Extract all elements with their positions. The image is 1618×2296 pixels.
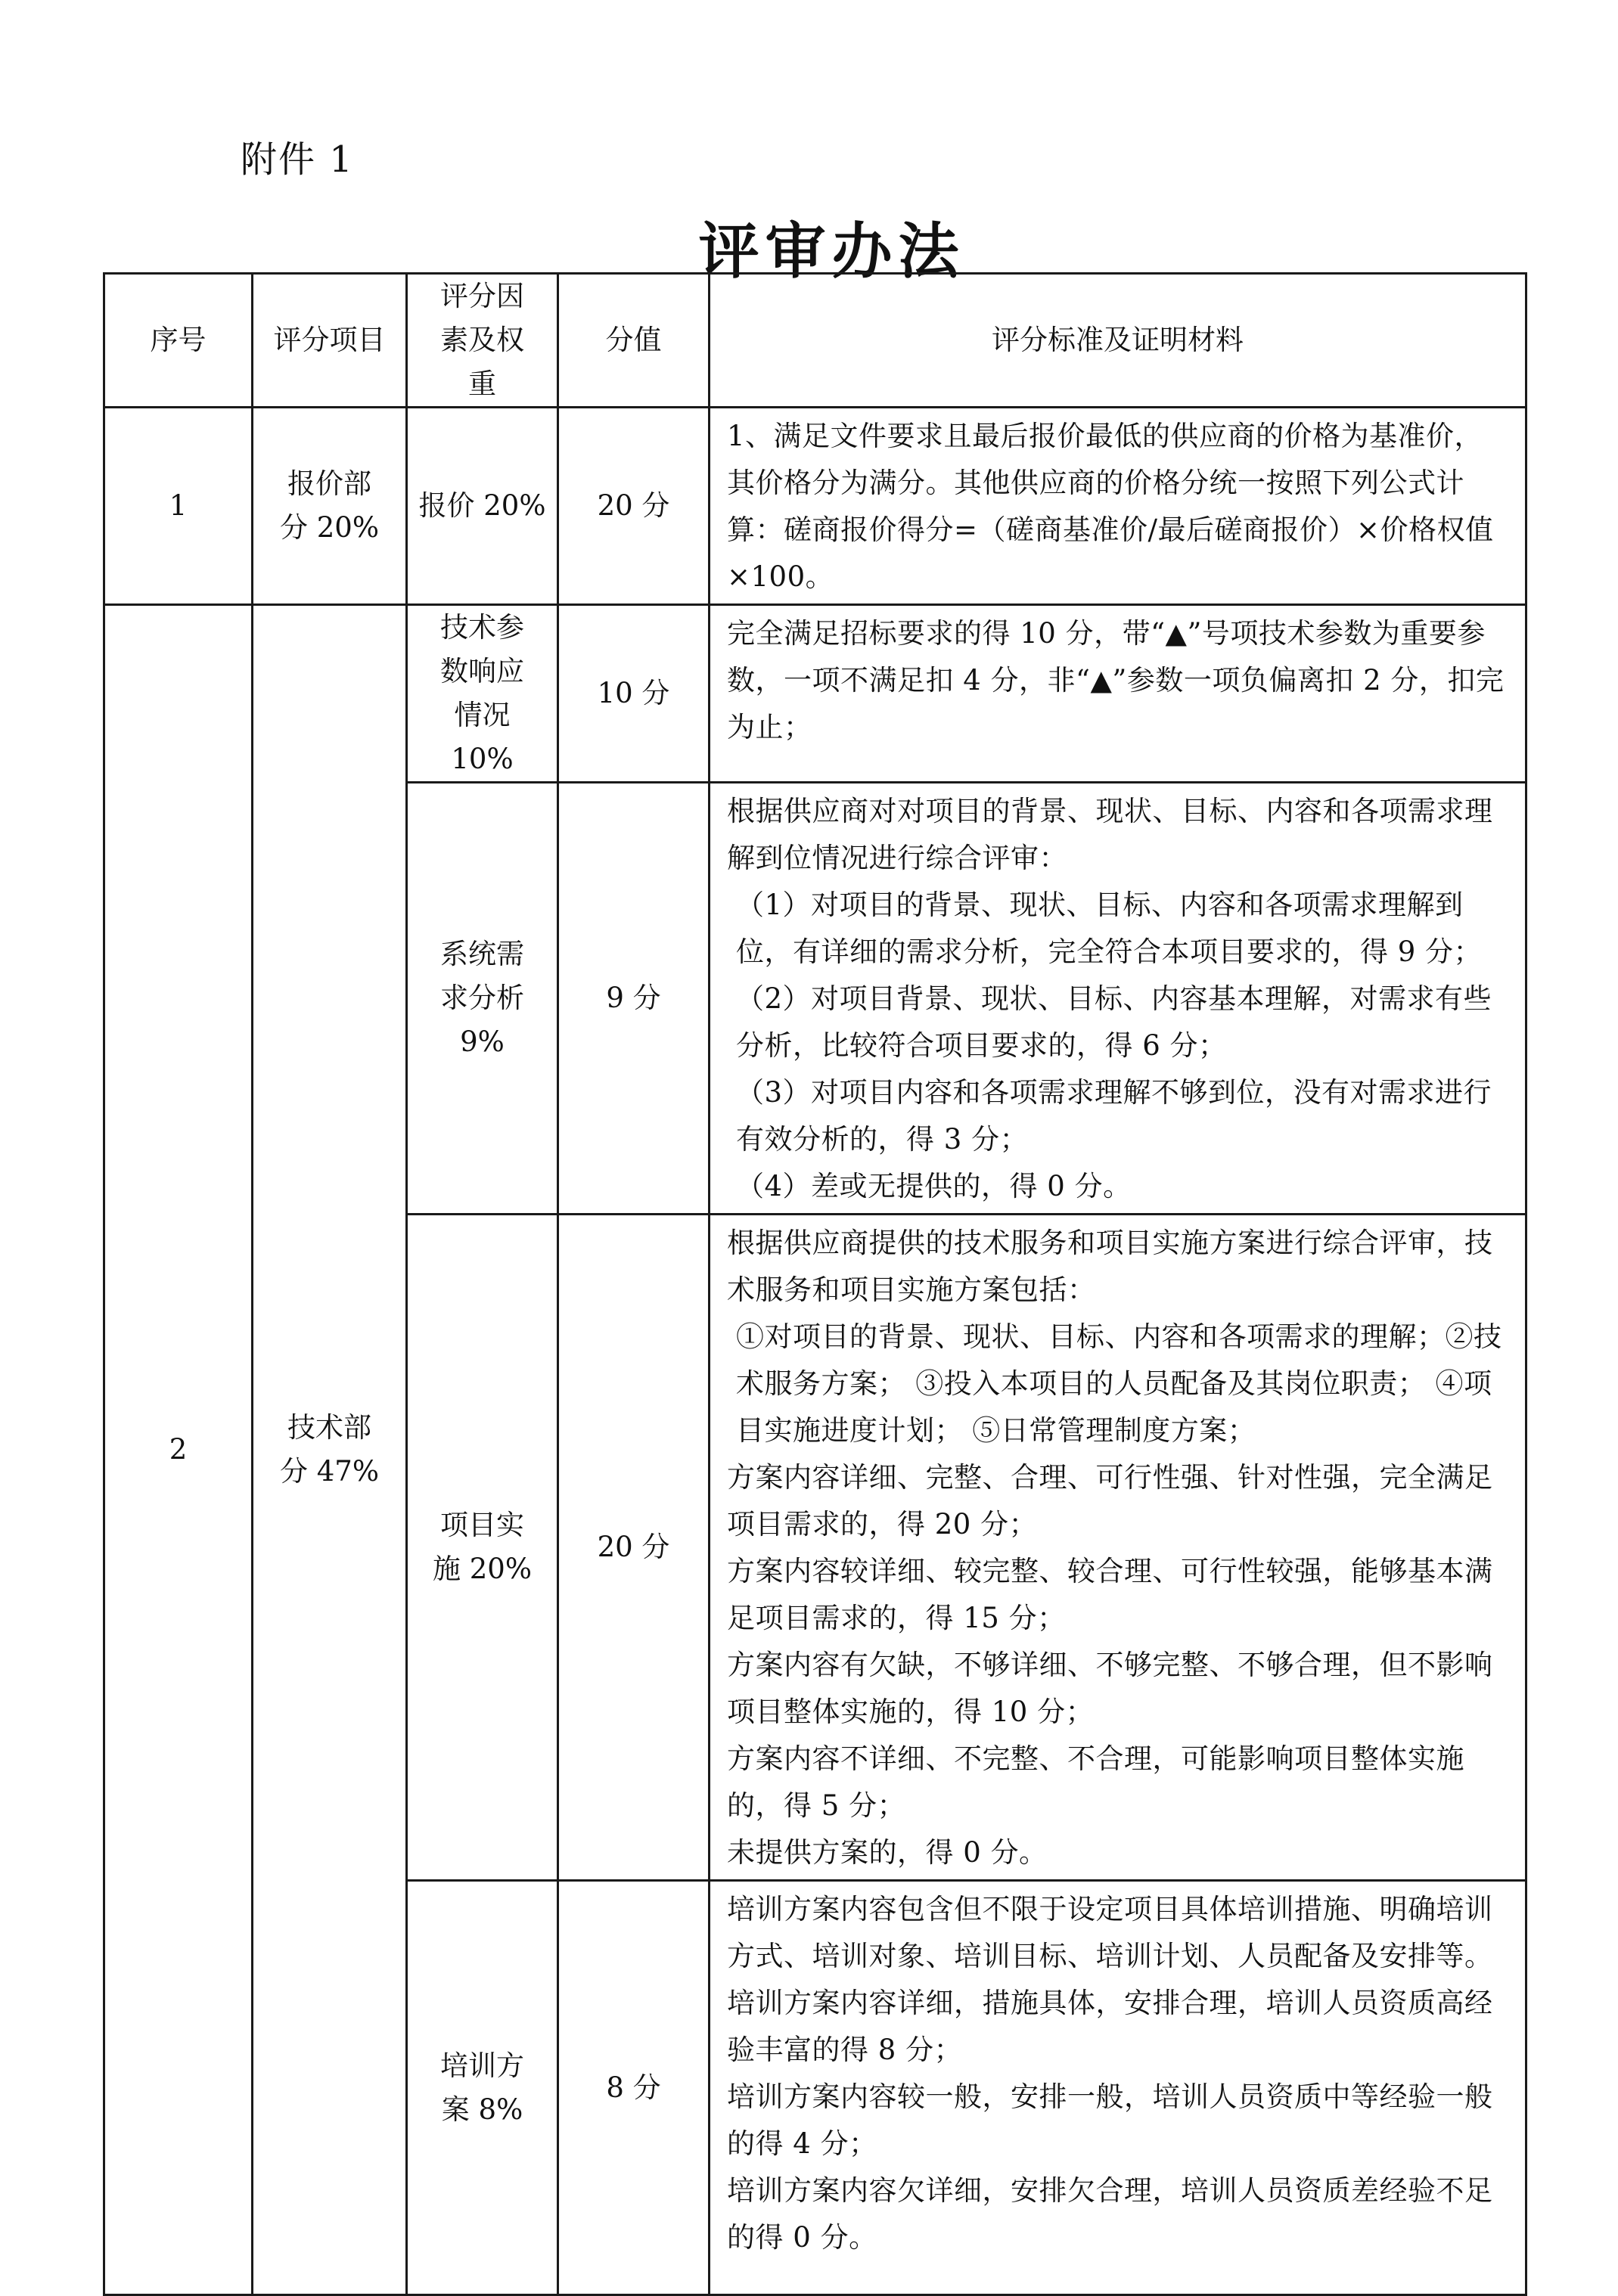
criteria-line: 方案内容详细、完整、合理、可行性强、针对性强，完全满足项目需求的，得 20 分； — [727, 1461, 1493, 1540]
row-criteria — [710, 408, 1526, 605]
row-seq: 2 — [104, 605, 253, 2295]
row-factor: 项目实施 20% — [407, 1215, 558, 1881]
header-row — [104, 274, 1526, 408]
header-score: 分值 — [558, 274, 710, 408]
row-factor: 报价 20% — [407, 408, 558, 605]
criteria-line: 培训方案内容欠详细，安排欠合理，培训人员资质差经验不足的得 0 分。 — [727, 2174, 1493, 2254]
row-factor: 系统需求分析 9% — [407, 783, 558, 1215]
attachment-label: 附件 1 — [241, 138, 354, 181]
criteria-line: （1）对项目的背景、现状、目标、内容和各项需求理解到位，有详细的需求分析，完全符合本项目要求的，得 9 分； — [736, 889, 1483, 968]
table-row — [104, 408, 1526, 605]
row-score: 20 分 — [558, 408, 710, 605]
criteria-line: 根据供应商提供的技术服务和项目实施方案进行综合评审，技术服务和项目实施方案包括： — [727, 1227, 1493, 1306]
criteria-line: 培训方案内容包含但不限于设定项目具体培训措施、明确培训方式、培训对象、培训目标、培训计划、人员配备及安排等。 — [727, 1893, 1493, 1972]
criteria-line: （3）对项目内容和各项需求理解不够到位，没有对需求进行有效分析的，得 3 分； — [736, 1076, 1492, 1156]
row-score: 9 分 — [558, 783, 710, 1215]
criteria-line: 1、满足文件要求且最后报价最低的供应商的价格为基准价，其价格分为满分。其他供应商的价格分统一按照下列公式计算：磋商报价得分=（磋商基准价/最后磋商报价）×价格权值×100。 — [727, 420, 1494, 593]
criteria-line: 根据供应商对对项目的背景、现状、目标、内容和各项需求理解到位情况进行综合评审： — [727, 795, 1493, 874]
row-item: 报价部分 20% — [253, 408, 407, 605]
row-seq: 1 — [104, 408, 253, 605]
header-seq: 序号 — [104, 274, 253, 408]
criteria-line: （4）差或无提供的，得 0 分。 — [736, 1170, 1132, 1202]
row-factor: 培训方案 8% — [407, 1881, 558, 2295]
criteria-line: （2）对项目背景、现状、目标、内容基本理解，对需求有些分析，比较符合项目要求的，得 6 分； — [736, 982, 1492, 1062]
row-factor: 技术参数响应情况 10% — [407, 605, 558, 783]
header-item: 评分项目 — [253, 274, 407, 408]
criteria-line: 完全满足招标要求的得 10 分，带“▲”号项技术参数为重要参数，一项不满足扣 4 分，非“▲”参数一项负偏离扣 2 分，扣完为止； — [727, 617, 1505, 743]
row-criteria — [710, 1215, 1526, 1881]
row-criteria — [710, 605, 1526, 783]
row-criteria — [710, 1881, 1526, 2295]
row-score: 8 分 — [558, 1881, 710, 2295]
criteria-line: 培训方案内容详细，措施具体，安排合理，培训人员资质高经验丰富的得 8 分； — [727, 1987, 1493, 2066]
criteria-line: 方案内容较详细、较完整、较合理、可行性较强，能够基本满足项目需求的，得 15 分； — [727, 1555, 1493, 1634]
criteria-line: 培训方案内容较一般，安排一般，培训人员资质中等经验一般的得 4 分； — [727, 2080, 1493, 2160]
table-row — [104, 605, 1526, 783]
header-criteria: 评分标准及证明材料 — [710, 274, 1526, 408]
row-score: 20 分 — [558, 1215, 710, 1881]
row-criteria — [710, 783, 1526, 1215]
evaluation-table — [103, 272, 1527, 2296]
header-factor: 评分因素及权重 — [407, 274, 558, 408]
criteria-line: 方案内容不详细、不完整、不合理，可能影响项目整体实施的，得 5 分； — [727, 1742, 1464, 1822]
document-title: 评审办法 — [698, 216, 965, 287]
criteria-line: 方案内容有欠缺，不够详细、不够完整、不够合理，但不影响项目整体实施的，得 10 分； — [727, 1649, 1493, 1728]
criteria-line: ①对项目的背景、现状、目标、内容和各项需求的理解；②技术服务方案； ③投入本项目的人员配备及其岗位职责； ④项目实施进度计划； ⑤日常管理制度方案； — [736, 1320, 1502, 1447]
criteria-line: 未提供方案的，得 0 分。 — [727, 1836, 1048, 1869]
row-item: 技术部分 47% — [253, 605, 407, 2295]
row-score: 10 分 — [558, 605, 710, 783]
